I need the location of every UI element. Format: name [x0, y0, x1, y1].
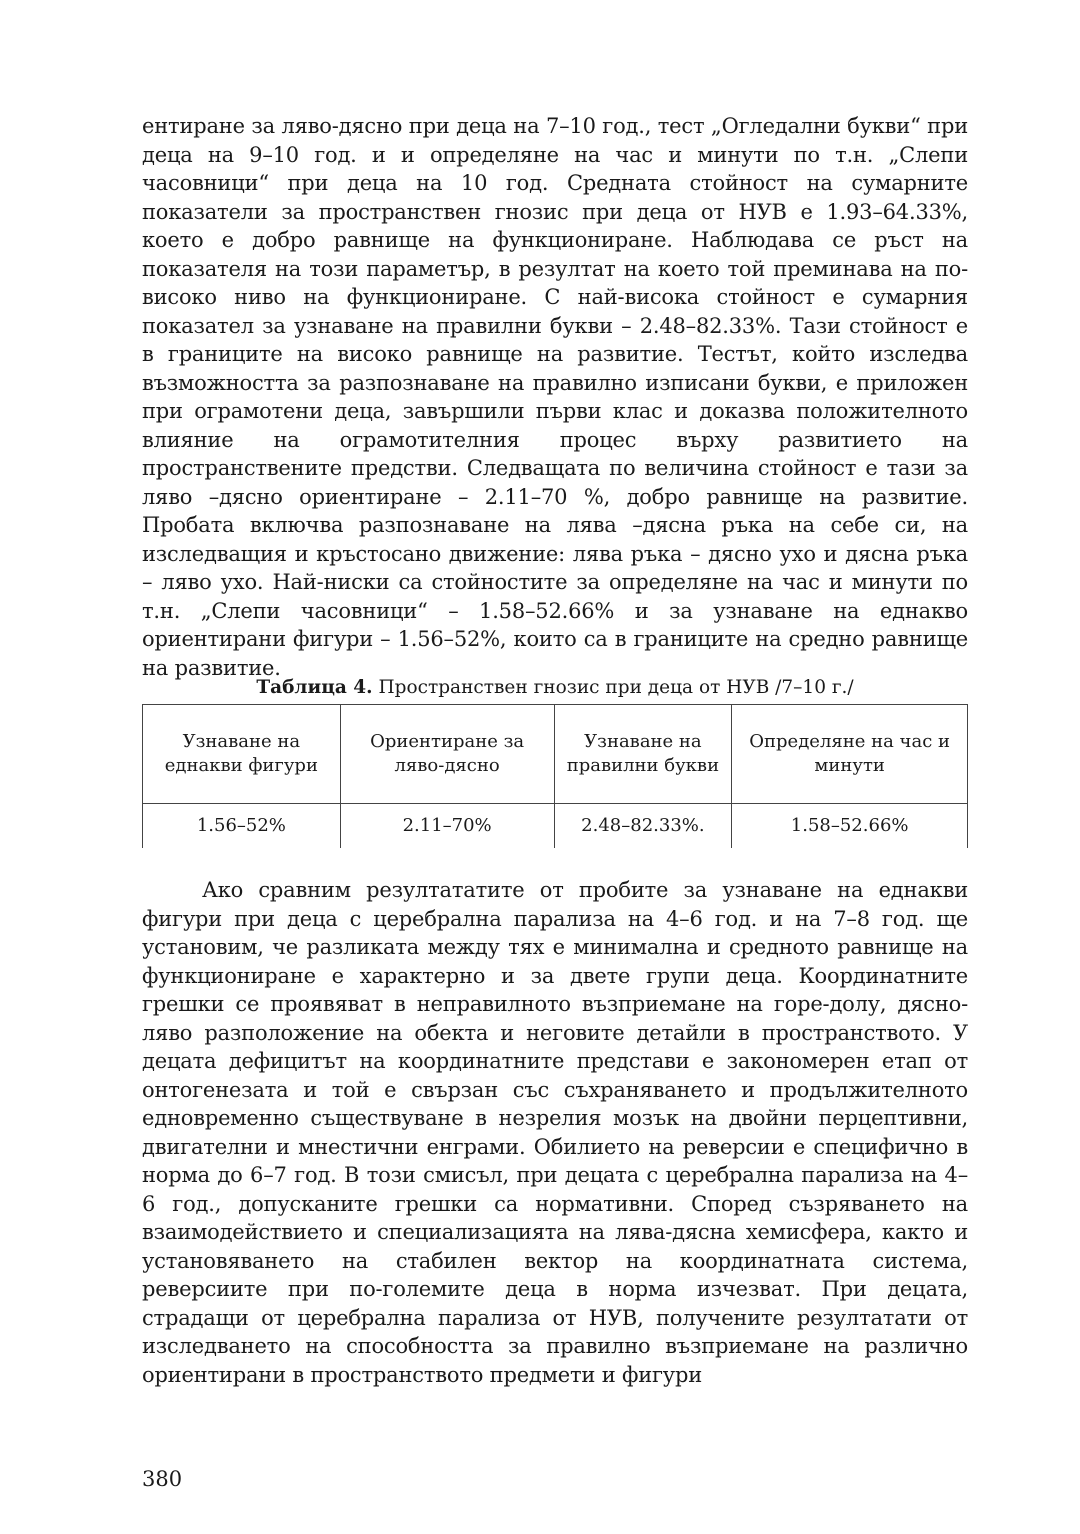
- table-cell: 2.48–82.33%.: [554, 804, 732, 849]
- table-header-cell: Определяне на час и минути: [732, 705, 968, 804]
- table-cell: 1.58–52.66%: [732, 804, 968, 849]
- table-caption-label: Таблица 4.: [256, 677, 373, 698]
- table-caption-text: Пространствен гнозис при деца от НУВ /7–10 г./: [372, 677, 854, 698]
- table-cell: 1.56–52%: [143, 804, 341, 849]
- table-header-row: [143, 705, 968, 804]
- table-cell: 2.11–70%: [340, 804, 554, 849]
- paragraph-text: Ако сравним резултататите от пробите за узнаване на еднакви фигури при деца с церебрална парализа на 4–6 год. и на 7–8 год. ще установим, че разликата между тях е минимална и средното равнище на функциониране е характерно и за двете групи деца. Координатните грешки се проявяват в неправилното възприемане на горе-долу, дясно-ляво разположение на обекта и неговите детайли в пространството. У децата дефицитът на координатните представи е закономерен етап от онтогенезата и той е свързан със съхраняването и продължителното едновременно съществуване в незрелия мозък на двойни перцептивни, двигателни и мнестични енграми. Обилието на реверсии е специфично в норма до 6–7 год. В този смисъл, при децата с церебрална парализа на 4–6 год., допусканите грешки са нормативни. Според съзряването на взаимодействието и специализацията на лява-дясна хемисфера, както и установяването на стабилен вектор на координатната система, реверсиите при по-големите деца в норма изчезват. При децата, страдащи от церебрална парализа от НУВ, получените резултатати от изследването на способността за правилно възприемане на различно ориентирани в пространството предмети и фигури: [142, 878, 968, 1387]
- paragraph-text: ентиране за ляво-дясно при деца на 7–10 год., тест „Огледални букви“ при деца на 9–10 год. и и определяне на час и минути по т.н. „Слепи часовници“ при деца на 10 год. Средната стойност на сумарните показатели за пространствен гнозис при деца от НУВ е 1.93–64.33%, което е добро равнище на функциониране. Наблюдава се ръст на показателя на този параметър, в резултат на което той преминава на по-високо ниво на функциониране. С най-висока стойност е сумарния показател за узнаване на правилни букви – 2.48–82.33%. Тази стойност е в границите на високо равнище на развитие. Тестът, който изследва възможността за разпознаване на правилно изписани букви, е приложен при ограмотени деца, завършили първи клас и доказва положителното влияние на ограмотителния процес върху развитието на пространствените предстви. Следващата по величина стойност е тази за ляво –дясно ориентиране – 2.11–70 %, добро равнище на развитие. Пробата включва разпознаване на лява –дясна ръка на себе си, на изследващия и кръстосано движение: лява ръка – дясно ухо и дясна ръка – ляво ухо. Най-ниски са стойностите за определяне на час и минути по т.н. „Слепи часовници“ – 1.58–52.66% и за узнаване на еднакво ориентирани фигури – 1.56–52%, които са в границите на средно равнище на развитие.: [142, 114, 968, 680]
- body-paragraph-2: [142, 876, 968, 1389]
- data-table: [142, 704, 968, 848]
- page-number: 380: [142, 1467, 183, 1491]
- body-paragraph-1: [142, 112, 968, 682]
- table-row: [143, 804, 968, 849]
- table-header-cell: Ориентиране за ляво-дясно: [340, 705, 554, 804]
- table-header-cell: Узнаване на правилни букви: [554, 705, 732, 804]
- table-caption: [142, 676, 968, 700]
- table-header-cell: Узнаване на еднакви фигури: [143, 705, 341, 804]
